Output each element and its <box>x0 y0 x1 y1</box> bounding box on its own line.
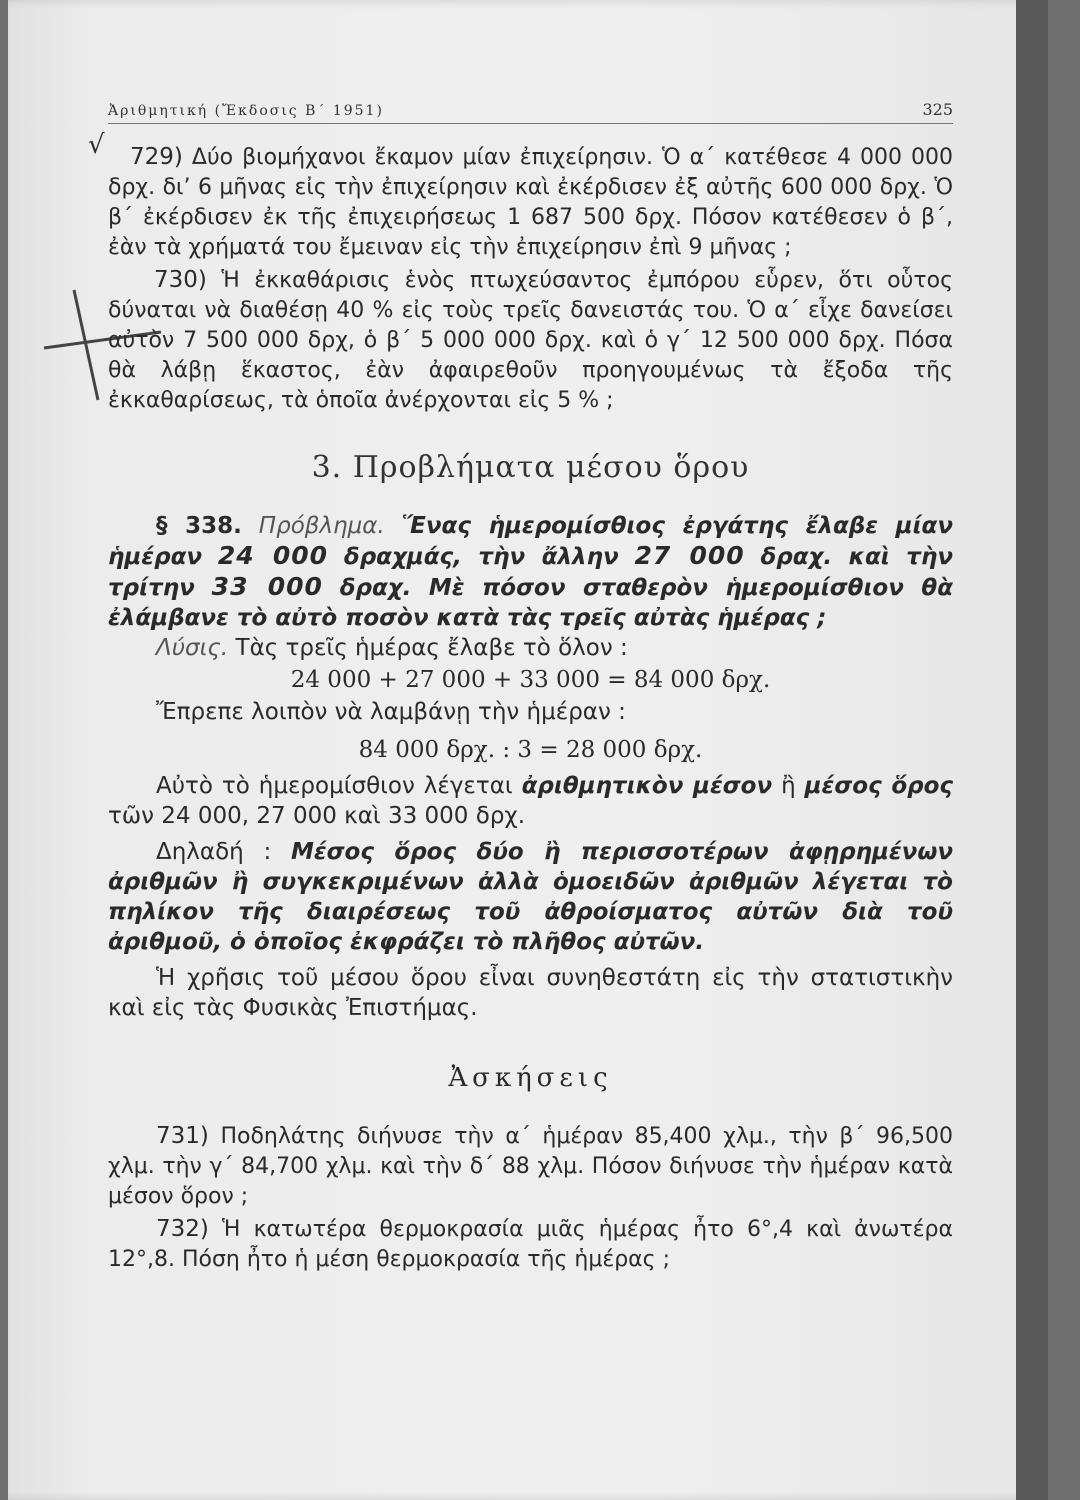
book-page <box>8 0 1048 1500</box>
problem-text: δραχ. καὶ τὴν τρίτην <box>108 544 953 601</box>
problem-number: 33 000 <box>211 572 323 601</box>
exercise-text: Ἡ ἐκκαθάρισις ἑνὸς πτωχεύσαντος ἐμπόρου εὗρεν, ὅτι οὗτος δύναται νὰ διαθέσῃ 40 % εἰς τοὺς τρεῖς δανειστάς του. Ὁ α΄ εἶχε δανείσει αὐτὸν 7 500 000 δρχ, ὁ β΄ 5 000 000 δρχ. καὶ ὁ γ΄ 12 500 000 δρχ. Πόσα θὰ λάβῃ ἕκαστος, ἐὰν ἀφαιρεθοῦν προηγουμένως τὰ ἔξοδα τῆς ἐκκαθαρίσεως, τὰ ὁποῖα ἀνέρχονται εἰς 5 % ; <box>108 268 953 413</box>
exercise-text: Ποδηλάτης διήνυσε τὴν α΄ ἡμέραν 85,400 χλμ., τὴν β΄ 96,500 χλμ. τὴν γ΄ 84,700 χλμ. καὶ τὴν δ΄ 88 χλμ. Πόσον διήνυσε τὴν ἡμέραν κατὰ μέσον ὅρον ; <box>108 1124 954 1209</box>
solution-label: Λύσις. <box>156 635 229 661</box>
exercise-730 <box>108 265 953 416</box>
mean-text: τῶν 24 000, 27 000 καὶ 33 000 δρχ. <box>108 803 526 829</box>
mean-text: ἢ <box>781 773 796 799</box>
exercises-heading: Ἀσκήσεις <box>448 1063 613 1093</box>
problem-statement <box>108 511 953 633</box>
problem-label: Πρόβλημα. <box>258 513 385 539</box>
problem-number: 24 000 <box>217 541 329 570</box>
page-edge <box>1016 0 1048 1500</box>
exercise-number: 732) <box>156 1216 209 1242</box>
page-content <box>88 80 954 1277</box>
term-average: μέσος ὅρος <box>804 773 954 799</box>
exercise-732 <box>108 1214 953 1275</box>
problem-text: δραχ. Μὲ πόσον σταθερὸν ἡμερομίσθιον θὰ ἐλάμβανε τὸ αὐτὸ ποσὸν κατὰ τὰς τρεῖς αὐτὰς ἡμέρας ; <box>108 575 954 631</box>
exercise-number: 729) <box>130 144 183 170</box>
exercise-text: Ἡ κατωτέρα θερμοκρασία μιᾶς ἡμέρας ἦτο 6°,4 καὶ ἀνωτέρα 12°,8. Πόση ἦτο ἡ μέση θερμοκρασία τῆς ἡμέρας ; <box>108 1217 953 1272</box>
mean-text: Αὐτὸ τὸ ἡμερομίσθιον λέγεται <box>156 773 513 799</box>
section-title: 3. Προβλήματα μέσου ὅρου <box>311 450 750 485</box>
formula-sum: 24 000 + 27 000 + 33 000 = 84 000 δρχ. <box>290 667 771 693</box>
exercise-number: 731) <box>156 1123 209 1149</box>
solution-line-2: Ἔπρεπε λοιπὸν νὰ λαμβάνῃ τὴν ἡμέραν : <box>156 699 626 725</box>
mean-explanation <box>108 771 953 831</box>
exercise-number: 730) <box>154 267 207 293</box>
check-mark: √ <box>88 130 105 160</box>
exercise-731 <box>108 1121 953 1212</box>
solution-line-1 <box>108 633 953 663</box>
definition-text: Μέσος ὅρος δύο ἢ περισσοτέρων ἀφῃρημένων ἀριθμῶν ἢ συγκεκριμένων ἀλλὰ ὁμοειδῶν ἀριθμῶν λέγεται τὸ πηλίκον τῆς διαιρέσεως τοῦ ἀθροίσματος αὐτῶν διὰ τοῦ ἀριθμοῦ, ὁ ὁποῖος ἐκφράζει τὸ πλῆθος αὐτῶν. <box>108 839 954 955</box>
running-head <box>108 80 953 124</box>
definition-lead: Δηλαδή : <box>156 839 272 865</box>
book-title: Ἀριθμητική (Ἔκδοσις Β΄ 1951) <box>108 103 384 119</box>
usage-note: Ἡ χρῆσις τοῦ μέσου ὅρου εἶναι συνηθεστάτη εἰς τὴν στατιστικὴν καὶ εἰς τὰς Φυσικὰς Ἐπιστήμας. <box>108 965 953 1021</box>
formula-division: 84 000 δρχ. : 3 = 28 000 δρχ. <box>358 737 703 763</box>
problem-number: 27 000 <box>634 541 745 570</box>
problem-text: δραχμάς, τὴν ἄλλην <box>343 544 619 570</box>
page-number: 325 <box>922 100 953 119</box>
solution-text: Τὰς τρεῖς ἡμέρας ἔλαβε τὸ ὅλον : <box>235 635 628 661</box>
definition <box>108 837 953 957</box>
term-arithmetic-mean: ἀριθμητικὸν μέσον <box>521 773 773 799</box>
exercise-text: Δύο βιομήχανοι ἔκαμον μίαν ἐπιχείρησιν. Ὁ α΄ κατέθεσε 4 000 000 δρχ. δι’ 6 μῆνας εἰς τὴν ἐπιχείρησιν καὶ ἐκέρδισεν ἐξ αὐτῆς 600 000 δρχ. Ὁ β΄ ἐκέρδισεν ἐκ τῆς ἐπιχειρήσεως 1 687 500 δρχ. Πόσον κατέθεσεν ὁ β΄, ἐὰν τὰ χρήματά του ἔμειναν εἰς τὴν ἐπιχείρησιν ἐπὶ 9 μῆνας ; <box>108 145 953 260</box>
paragraph-label: § 338. <box>156 513 242 539</box>
problem-text: Ἕνας ἡμερομίσθιος ἐργάτης ἔλαβε μίαν ἡμέραν <box>108 513 953 570</box>
exercise-729 <box>88 130 953 263</box>
